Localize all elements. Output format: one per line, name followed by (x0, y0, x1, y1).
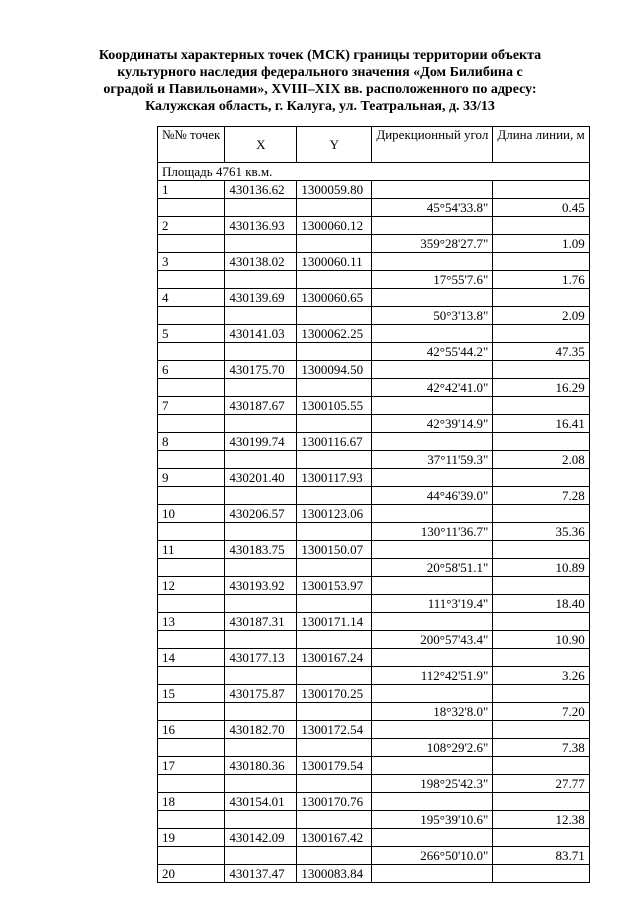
empty-cell (158, 343, 225, 361)
point-row (158, 649, 590, 667)
empty-cell (225, 199, 297, 217)
empty-cell (372, 361, 493, 379)
point-row (158, 613, 590, 631)
point-y: 1300105.55 (297, 397, 372, 415)
empty-cell (372, 685, 493, 703)
direction-angle: 108°29'2.6" (372, 739, 493, 757)
empty-cell (225, 559, 297, 577)
empty-cell (372, 577, 493, 595)
point-number: 20 (158, 865, 225, 883)
empty-cell (372, 649, 493, 667)
empty-cell (493, 757, 589, 775)
point-y: 1300083.84 (297, 865, 372, 883)
point-x: 430177.13 (225, 649, 297, 667)
segment-row (158, 451, 590, 469)
empty-cell (493, 829, 589, 847)
point-y: 1300179.54 (297, 757, 372, 775)
line-length: 10.89 (493, 559, 589, 577)
line-length: 1.76 (493, 271, 589, 289)
empty-cell (158, 595, 225, 613)
empty-cell (493, 685, 589, 703)
point-x: 430201.40 (225, 469, 297, 487)
empty-cell (297, 487, 372, 505)
empty-cell (493, 721, 589, 739)
point-row (158, 289, 590, 307)
empty-cell (493, 541, 589, 559)
segment-row (158, 631, 590, 649)
empty-cell (297, 739, 372, 757)
point-x: 430139.69 (225, 289, 297, 307)
direction-angle: 130°11'36.7" (372, 523, 493, 541)
empty-cell (158, 739, 225, 757)
empty-cell (225, 343, 297, 361)
header-x: X (225, 127, 297, 163)
empty-cell (493, 325, 589, 343)
empty-cell (225, 667, 297, 685)
empty-cell (158, 235, 225, 253)
segment-row (158, 775, 590, 793)
area-label: Площадь 4761 кв.м. (158, 163, 590, 181)
empty-cell (225, 631, 297, 649)
empty-cell (493, 433, 589, 451)
empty-cell (372, 721, 493, 739)
point-row (158, 685, 590, 703)
line-length: 47.35 (493, 343, 589, 361)
segment-row (158, 523, 590, 541)
empty-cell (158, 667, 225, 685)
point-x: 430137.47 (225, 865, 297, 883)
point-y: 1300060.12 (297, 217, 372, 235)
line-length: 18.40 (493, 595, 589, 613)
line-length: 2.09 (493, 307, 589, 325)
point-row (158, 361, 590, 379)
empty-cell (297, 307, 372, 325)
point-number: 16 (158, 721, 225, 739)
point-row (158, 433, 590, 451)
direction-angle: 198°25'42.3" (372, 775, 493, 793)
point-number: 17 (158, 757, 225, 775)
segment-row (158, 235, 590, 253)
point-number: 15 (158, 685, 225, 703)
empty-cell (493, 397, 589, 415)
direction-angle: 45°54'33.8" (372, 199, 493, 217)
empty-cell (493, 649, 589, 667)
line-length: 27.77 (493, 775, 589, 793)
point-row (158, 217, 590, 235)
point-x: 430175.70 (225, 361, 297, 379)
empty-cell (372, 865, 493, 883)
empty-cell (158, 811, 225, 829)
coordinates-table (157, 126, 590, 883)
empty-cell (225, 523, 297, 541)
point-y: 1300060.11 (297, 253, 372, 271)
empty-cell (158, 271, 225, 289)
empty-cell (158, 487, 225, 505)
point-y: 1300117.93 (297, 469, 372, 487)
point-row (158, 397, 590, 415)
empty-cell (158, 379, 225, 397)
point-number: 19 (158, 829, 225, 847)
empty-cell (225, 415, 297, 433)
line-length: 10.90 (493, 631, 589, 649)
empty-cell (372, 397, 493, 415)
empty-cell (297, 631, 372, 649)
point-number: 10 (158, 505, 225, 523)
empty-cell (158, 775, 225, 793)
empty-cell (493, 865, 589, 883)
empty-cell (297, 379, 372, 397)
empty-cell (297, 775, 372, 793)
line-length: 16.41 (493, 415, 589, 433)
point-row (158, 253, 590, 271)
point-y: 1300116.67 (297, 433, 372, 451)
point-row (158, 757, 590, 775)
document-title (60, 47, 580, 115)
empty-cell (297, 811, 372, 829)
point-x: 430154.01 (225, 793, 297, 811)
segment-row (158, 703, 590, 721)
direction-angle: 20°58'51.1" (372, 559, 493, 577)
direction-angle: 111°3'19.4" (372, 595, 493, 613)
point-y: 1300167.42 (297, 829, 372, 847)
point-y: 1300170.25 (297, 685, 372, 703)
direction-angle: 42°39'14.9" (372, 415, 493, 433)
line-length: 16.29 (493, 379, 589, 397)
point-row (158, 325, 590, 343)
line-length: 83.71 (493, 847, 589, 865)
empty-cell (297, 235, 372, 253)
empty-cell (225, 307, 297, 325)
empty-cell (297, 847, 372, 865)
title-line: Координаты характерных точек (МСК) границы территории объекта (98, 48, 542, 63)
segment-row (158, 847, 590, 865)
line-length: 1.09 (493, 235, 589, 253)
direction-angle: 200°57'43.4" (372, 631, 493, 649)
point-number: 4 (158, 289, 225, 307)
line-length: 7.28 (493, 487, 589, 505)
point-x: 430187.67 (225, 397, 297, 415)
point-row (158, 829, 590, 847)
point-y: 1300060.65 (297, 289, 372, 307)
empty-cell (493, 289, 589, 307)
empty-cell (297, 343, 372, 361)
point-y: 1300153.97 (297, 577, 372, 595)
point-y: 1300171.14 (297, 613, 372, 631)
direction-angle: 50°3'13.8" (372, 307, 493, 325)
point-number: 3 (158, 253, 225, 271)
empty-cell (297, 559, 372, 577)
point-number: 2 (158, 217, 225, 235)
empty-cell (297, 451, 372, 469)
empty-cell (493, 793, 589, 811)
empty-cell (493, 217, 589, 235)
point-y: 1300094.50 (297, 361, 372, 379)
point-x: 430182.70 (225, 721, 297, 739)
empty-cell (297, 415, 372, 433)
empty-cell (372, 433, 493, 451)
empty-cell (158, 559, 225, 577)
empty-cell (493, 505, 589, 523)
empty-cell (158, 199, 225, 217)
empty-cell (225, 451, 297, 469)
area-row (158, 163, 590, 181)
point-x: 430136.93 (225, 217, 297, 235)
empty-cell (225, 271, 297, 289)
title-line: оградой и Павильонами», XVIII–XIX вв. расположенного по адресу: (103, 82, 537, 97)
point-row (158, 577, 590, 595)
point-x: 430175.87 (225, 685, 297, 703)
empty-cell (158, 847, 225, 865)
point-number: 13 (158, 613, 225, 631)
point-row (158, 541, 590, 559)
direction-angle: 37°11'59.3" (372, 451, 493, 469)
segment-row (158, 307, 590, 325)
point-x: 430136.62 (225, 181, 297, 199)
empty-cell (225, 235, 297, 253)
point-number: 14 (158, 649, 225, 667)
empty-cell (225, 775, 297, 793)
table-header-row (158, 127, 590, 163)
direction-angle: 112°42'51.9" (372, 667, 493, 685)
empty-cell (225, 595, 297, 613)
direction-angle: 42°55'44.2" (372, 343, 493, 361)
empty-cell (225, 703, 297, 721)
empty-cell (372, 469, 493, 487)
point-number: 12 (158, 577, 225, 595)
line-length: 12.38 (493, 811, 589, 829)
segment-row (158, 487, 590, 505)
empty-cell (372, 181, 493, 199)
point-number: 7 (158, 397, 225, 415)
direction-angle: 266°50'10.0" (372, 847, 493, 865)
line-length: 3.26 (493, 667, 589, 685)
point-x: 430206.57 (225, 505, 297, 523)
empty-cell (297, 199, 372, 217)
point-y: 1300172.54 (297, 721, 372, 739)
empty-cell (158, 523, 225, 541)
segment-row (158, 271, 590, 289)
empty-cell (372, 325, 493, 343)
empty-cell (297, 523, 372, 541)
empty-cell (372, 829, 493, 847)
empty-cell (297, 595, 372, 613)
empty-cell (372, 757, 493, 775)
segment-row (158, 739, 590, 757)
direction-angle: 17°55'7.6" (372, 271, 493, 289)
empty-cell (158, 415, 225, 433)
empty-cell (225, 847, 297, 865)
empty-cell (297, 667, 372, 685)
empty-cell (372, 793, 493, 811)
line-length: 0.45 (493, 199, 589, 217)
empty-cell (372, 613, 493, 631)
point-y: 1300150.07 (297, 541, 372, 559)
point-x: 430142.09 (225, 829, 297, 847)
empty-cell (297, 271, 372, 289)
point-number: 6 (158, 361, 225, 379)
segment-row (158, 559, 590, 577)
point-x: 430193.92 (225, 577, 297, 595)
empty-cell (372, 505, 493, 523)
direction-angle: 359°28'27.7" (372, 235, 493, 253)
point-y: 1300059.80 (297, 181, 372, 199)
direction-angle: 42°42'41.0" (372, 379, 493, 397)
point-x: 430180.36 (225, 757, 297, 775)
empty-cell (225, 811, 297, 829)
segment-row (158, 415, 590, 433)
line-length: 7.38 (493, 739, 589, 757)
empty-cell (158, 703, 225, 721)
line-length: 2.08 (493, 451, 589, 469)
point-number: 8 (158, 433, 225, 451)
point-y: 1300123.06 (297, 505, 372, 523)
header-direction-angle: Дирекционный угол (372, 127, 493, 163)
point-row (158, 721, 590, 739)
point-x: 430199.74 (225, 433, 297, 451)
point-row (158, 793, 590, 811)
empty-cell (225, 487, 297, 505)
line-length: 35.36 (493, 523, 589, 541)
point-x: 430141.03 (225, 325, 297, 343)
point-row (158, 469, 590, 487)
point-y: 1300167.24 (297, 649, 372, 667)
empty-cell (493, 469, 589, 487)
segment-row (158, 811, 590, 829)
header-line-length: Длина линии, м (493, 127, 589, 163)
empty-cell (372, 289, 493, 307)
empty-cell (158, 451, 225, 469)
empty-cell (493, 181, 589, 199)
point-y: 1300062.25 (297, 325, 372, 343)
segment-row (158, 199, 590, 217)
empty-cell (493, 577, 589, 595)
empty-cell (372, 253, 493, 271)
point-number: 9 (158, 469, 225, 487)
direction-angle: 18°32'8.0" (372, 703, 493, 721)
segment-row (158, 343, 590, 361)
point-y: 1300170.76 (297, 793, 372, 811)
empty-cell (493, 253, 589, 271)
empty-cell (225, 379, 297, 397)
point-number: 18 (158, 793, 225, 811)
empty-cell (372, 217, 493, 235)
line-length: 7.20 (493, 703, 589, 721)
segment-row (158, 379, 590, 397)
title-line: Калужская область, г. Калуга, ул. Театральная, д. 33/13 (145, 99, 495, 114)
header-point-number: №№ точек (158, 127, 225, 163)
point-number: 11 (158, 541, 225, 559)
point-row (158, 505, 590, 523)
point-x: 430138.02 (225, 253, 297, 271)
empty-cell (158, 307, 225, 325)
header-y: Y (297, 127, 372, 163)
empty-cell (493, 613, 589, 631)
point-row (158, 181, 590, 199)
segment-row (158, 667, 590, 685)
empty-cell (372, 541, 493, 559)
point-x: 430187.31 (225, 613, 297, 631)
point-x: 430183.75 (225, 541, 297, 559)
segment-row (158, 595, 590, 613)
empty-cell (225, 739, 297, 757)
direction-angle: 44°46'39.0" (372, 487, 493, 505)
empty-cell (297, 703, 372, 721)
empty-cell (493, 361, 589, 379)
point-row (158, 865, 590, 883)
point-number: 5 (158, 325, 225, 343)
direction-angle: 195°39'10.6" (372, 811, 493, 829)
point-number: 1 (158, 181, 225, 199)
empty-cell (158, 631, 225, 649)
title-line: культурного наследия федерального значения «Дом Билибина с (117, 65, 523, 80)
